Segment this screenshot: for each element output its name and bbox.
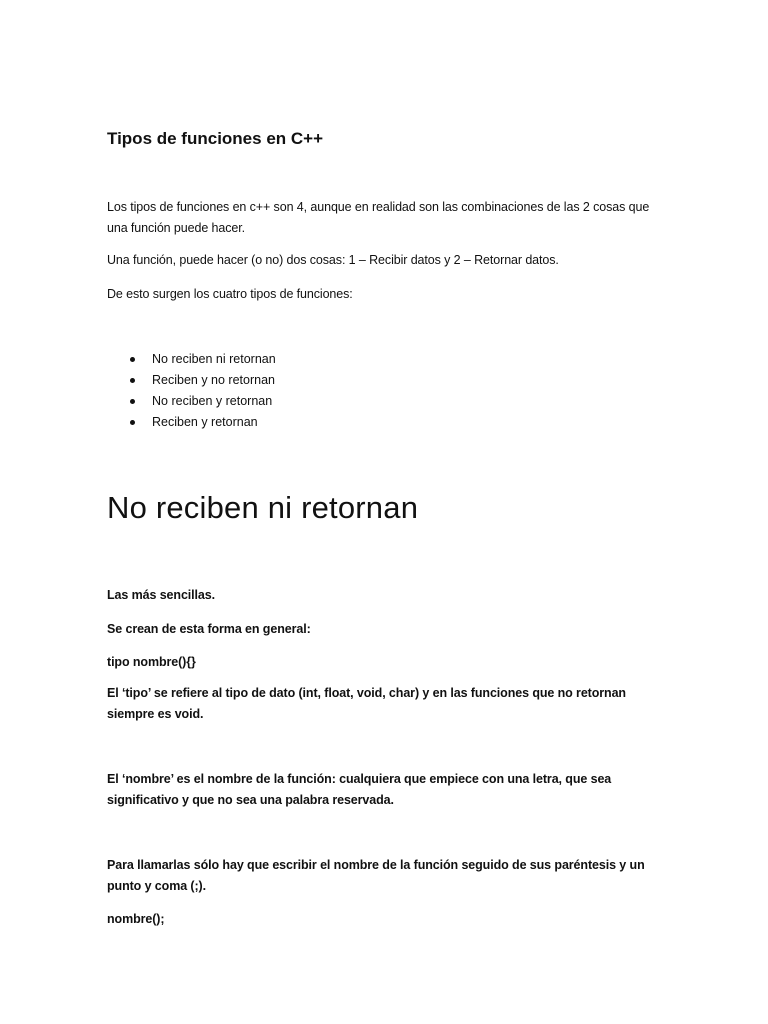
list-item xyxy=(107,370,507,391)
bullet-icon xyxy=(130,357,135,362)
section-paragraph-4: El ‘tipo’ se refiere al tipo de dato (int, float, void, char) y en las funciones que no retornan siempre es void. xyxy=(107,686,626,721)
bullet-icon xyxy=(130,420,135,425)
bullet-icon xyxy=(130,378,135,383)
function-types-list xyxy=(107,349,507,433)
list-item xyxy=(107,412,507,433)
section-heading: No reciben ni retornan xyxy=(107,490,419,525)
intro-paragraph-3: De esto surgen los cuatro tipos de funciones: xyxy=(107,287,353,301)
list-item xyxy=(107,349,507,370)
code-call-example: nombre(); xyxy=(107,912,165,926)
intro-paragraph-1: Los tipos de funciones en c++ son 4, aunque en realidad son las combinaciones de las 2 cosas que una función puede hacer. xyxy=(107,200,650,235)
document-title: Tipos de funciones en C++ xyxy=(107,129,324,148)
section-paragraph-1: Las más sencillas. xyxy=(107,588,215,602)
list-item-text: Reciben y no retornan xyxy=(152,373,275,387)
section-paragraph-5: El ‘nombre’ es el nombre de la función: cualquiera que empiece con una letra, que sea significativo y que no sea una palabra reservada. xyxy=(107,772,612,807)
section-paragraph-2: Se crean de esta forma en general: xyxy=(107,622,311,636)
section-paragraph-6: Para llamarlas sólo hay que escribir el nombre de la función seguido de sus paréntesis y un punto y coma (;). xyxy=(107,858,645,893)
list-item-text: No reciben ni retornan xyxy=(152,352,276,366)
list-item xyxy=(107,391,507,412)
list-item-text: Reciben y retornan xyxy=(152,415,258,429)
bullet-icon xyxy=(130,399,135,404)
list-item-text: No reciben y retornan xyxy=(152,394,273,408)
code-signature: tipo nombre(){} xyxy=(107,655,196,669)
intro-paragraph-2: Una función, puede hacer (o no) dos cosas: 1 – Recibir datos y 2 – Retornar datos. xyxy=(107,253,559,267)
